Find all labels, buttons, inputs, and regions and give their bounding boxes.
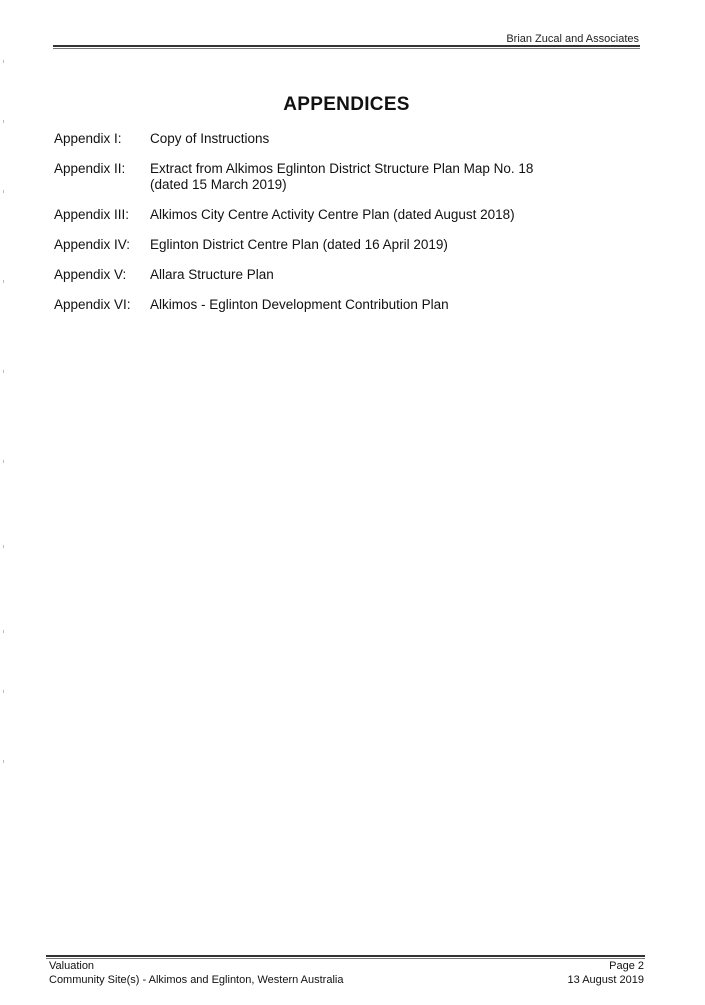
footer-date: 13 August 2019 (567, 974, 644, 986)
appendix-description (150, 267, 613, 283)
appendix-description-line: Allara Structure Plan (150, 267, 274, 282)
appendix-label: Appendix VI: (54, 297, 131, 312)
appendix-item (53, 267, 613, 283)
appendix-description (150, 207, 613, 223)
appendix-description-line: Extract from Alkimos Eglinton District Structure Plan Map No. 18 (150, 161, 534, 176)
appendix-description (150, 237, 613, 253)
appendix-description (150, 161, 613, 193)
footer-document-subject: Community Site(s) - Alkimos and Eglinton, Western Australia (49, 974, 344, 986)
appendix-description (150, 131, 613, 147)
footer-left (49, 959, 343, 987)
scan-mark (3, 460, 4, 463)
scan-mark (3, 120, 4, 123)
scan-mark (3, 545, 4, 548)
appendix-list (53, 131, 613, 327)
appendix-item (53, 297, 613, 313)
appendix-item (53, 237, 613, 253)
appendix-label: Appendix II: (54, 161, 126, 176)
scan-mark (3, 370, 4, 373)
scan-mark (3, 690, 4, 693)
appendix-label: Appendix V: (54, 267, 127, 282)
footer-page-number: Page 2 (609, 960, 644, 972)
appendix-label: Appendix III: (54, 207, 130, 222)
appendix-description-line: Copy of Instructions (150, 131, 270, 146)
footer-right (568, 959, 644, 987)
scan-mark (3, 760, 4, 763)
appendix-label: Appendix I: (54, 131, 122, 146)
scan-mark (3, 280, 4, 283)
appendix-label: Appendix IV: (54, 237, 131, 252)
appendix-description-line: Alkimos - Eglinton Development Contribution Plan (150, 297, 449, 312)
header-rule-thin (53, 48, 640, 49)
appendix-description-line: Eglinton District Centre Plan (dated 16 April 2019) (150, 237, 448, 252)
footer-document-type: Valuation (49, 960, 95, 972)
header-company-name: Brian Zucal and Associates (506, 33, 639, 45)
appendix-description-line: (dated 15 March 2019) (150, 177, 287, 192)
appendix-description-line: Alkimos City Centre Activity Centre Plan (dated August 2018) (150, 207, 515, 222)
page-title: APPENDICES (283, 94, 410, 115)
scan-mark (3, 190, 4, 193)
scan-mark (3, 60, 4, 63)
header-rule (53, 45, 640, 47)
footer-rule (46, 955, 645, 957)
appendix-item (53, 131, 613, 147)
appendix-item (53, 207, 613, 223)
appendix-item (53, 161, 613, 193)
appendix-description (150, 297, 613, 313)
scan-mark (3, 630, 4, 633)
